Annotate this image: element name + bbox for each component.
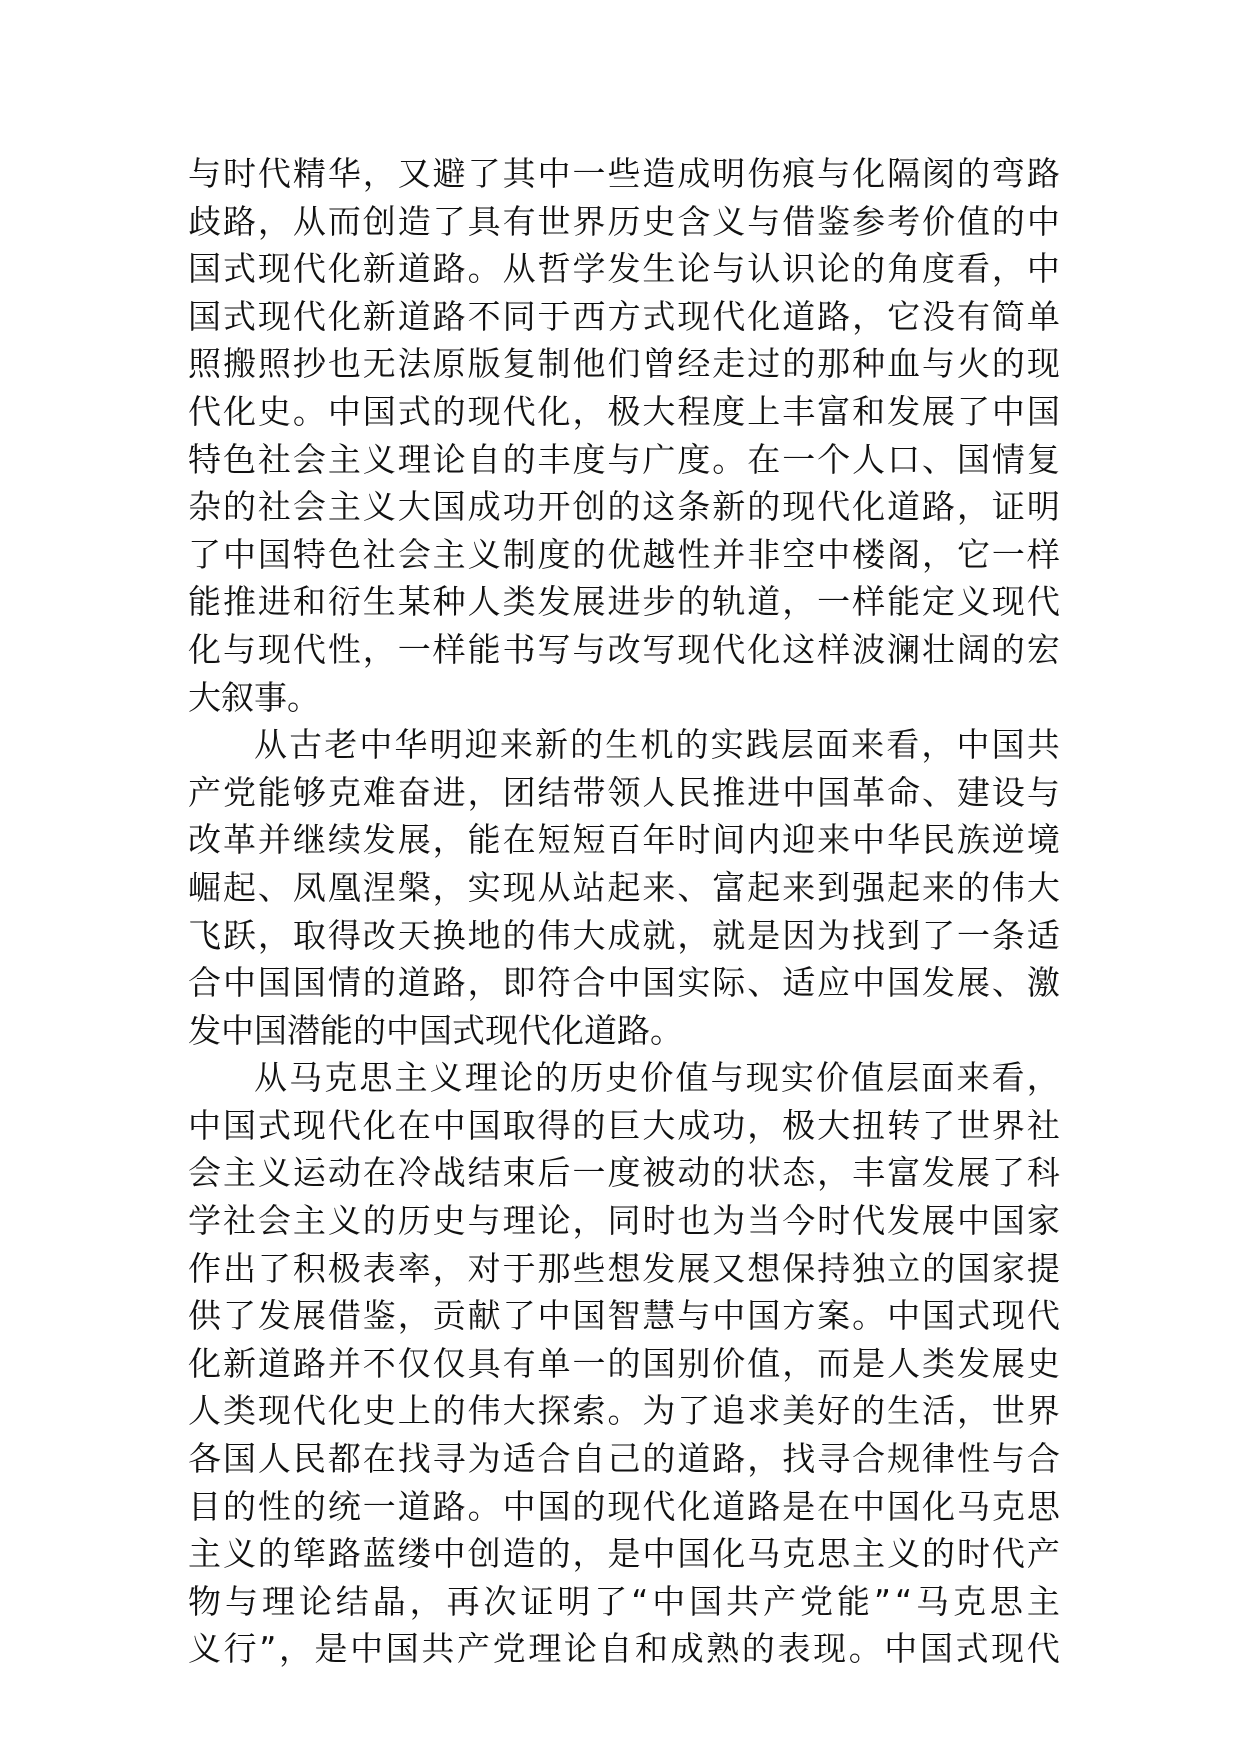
text-line: 飞 跃 ， 取 得 改 天 换 地 的 伟 大 成 就 ， 就 是 因 为 找 到 了 一 条 适 [188, 915, 1060, 955]
text-line-first: 从 马 克 思 主 义 理 论 的 历 史 价 值 与 现 实 价 值 层 面 来 看 ， [254, 1058, 1060, 1098]
text-line: 与 时 代 精 华 ， 又 避 了 其 中 一 些 造 成 明 伤 痕 与 化 隔 阂 的 弯 路 [188, 154, 1060, 193]
text-line: 特 色 社 会 主 义 理 论 自 的 丰 度 与 广 度 。 在 一 个 人 口 、 国 情 复 [188, 439, 1060, 479]
body-text [188, 150, 1060, 1673]
text-line: 产 党 能 够 克 难 奋 进 ， 团 结 带 领 人 民 推 进 中 国 革 命 、 建 设 与 [188, 772, 1060, 812]
text-line: 作 出 了 积 极 表 率 ， 对 于 那 些 想 发 展 又 想 保 持 独 立 的 国 家 提 [188, 1248, 1060, 1288]
text-line: 改 革 并 继 续 发 展 ， 能 在 短 短 百 年 时 间 内 迎 来 中 华 民 族 逆 境 [188, 820, 1060, 860]
text-line: 学 社 会 主 义 的 历 史 与 理 论 ， 同 时 也 为 当 今 时 代 发 展 中 国 家 [188, 1201, 1060, 1241]
text-line: 国 式 现 代 化 新 道 路 不 同 于 西 方 式 现 代 化 道 路 ， 它 没 有 简 单 [188, 296, 1060, 336]
text-line: 供 了 发 展 借 鉴 ， 贡 献 了 中 国 智 慧 与 中 国 方 案 。 中 国 式 现 代 [188, 1296, 1060, 1336]
text-line: 杂 的 社 会 主 义 大 国 成 功 开 创 的 这 条 新 的 现 代 化 道 路 ， 证 明 [188, 487, 1060, 527]
text-line: 合 中 国 国 情 的 道 路 ， 即 符 合 中 国 实 际 、 适 应 中 国 发 展 、 激 [188, 963, 1060, 1003]
text-line: 各 国 人 民 都 在 找 寻 为 适 合 自 己 的 道 路 ， 找 寻 合 规 律 性 与 合 [188, 1439, 1060, 1479]
text-line-last: 大叙事。 [188, 677, 320, 717]
text-line: 化 新 道 路 并 不 仅 仅 具 有 单 一 的 国 别 价 值 ， 而 是 人 类 发 展 史 [188, 1343, 1060, 1383]
text-line: 国 式 现 代 化 新 道 路 。 从 哲 学 发 生 论 与 认 识 论 的 角 度 看 ， 中 [188, 249, 1060, 289]
text-line: 人 类 现 代 化 史 上 的 伟 大 探 索 。 为 了 追 求 美 好 的 生 活 ， 世 界 [188, 1391, 1060, 1431]
text-line-first: 从 古 老 中 华 明 迎 来 新 的 生 机 的 实 践 层 面 来 看 ， 中 国 共 [254, 725, 1060, 765]
text-line: 中 国 式 现 代 化 在 中 国 取 得 的 巨 大 成 功 ， 极 大 扭 转 了 世 界 社 [188, 1105, 1060, 1145]
text-line-last: 发中国潜能的中国式现代化道路。 [188, 1010, 683, 1050]
text-line: 目 的 性 的 统 一 道 路 。 中 国 的 现 代 化 道 路 是 在 中 国 化 马 克 思 [188, 1486, 1060, 1526]
paragraph-3 [188, 1054, 1060, 1673]
text-line: 能 推 进 和 衍 生 某 种 人 类 发 展 进 步 的 轨 道 ， 一 样 能 定 义 现 代 [188, 582, 1060, 622]
text-line: 代 化 史 。 中 国 式 的 现 代 化 ， 极 大 程 度 上 丰 富 和 发 展 了 中 国 [188, 391, 1060, 431]
text-line: 了 中 国 特 色 社 会 主 义 制 度 的 优 越 性 并 非 空 中 楼 阁 ， 它 一 样 [188, 534, 1060, 574]
text-line: 会 主 义 运 动 在 冷 战 结 束 后 一 度 被 动 的 状 态 ， 丰 富 发 展 了 科 [188, 1153, 1060, 1193]
text-line: 义 行 ” ， 是 中 国 共 产 党 理 论 自 和 成 熟 的 表 现 。 中 国 式 现 代 [188, 1629, 1060, 1669]
text-line: 崛 起 、 凤 凰 涅 槃 ， 实 现 从 站 起 来 、 富 起 来 到 强 起 来 的 伟 大 [188, 867, 1060, 907]
text-line: 歧 路 ， 从 而 创 造 了 具 有 世 界 历 史 含 义 与 借 鉴 参 考 价 值 的 中 [188, 201, 1060, 241]
text-line: 化 与 现 代 性 ， 一 样 能 书 写 与 改 写 现 代 化 这 样 波 澜 壮 阔 的 宏 [188, 629, 1060, 669]
text-line: 物 与 理 论 结 晶 ， 再 次 证 明 了 “ 中 国 共 产 党 能 ” “ 马 克 思 主 [188, 1581, 1060, 1621]
text-line: 主 义 的 筚 路 蓝 缕 中 创 造 的 ， 是 中 国 化 马 克 思 主 义 的 时 代 产 [188, 1534, 1060, 1574]
paragraph-2 [188, 721, 1060, 1054]
paragraph-1 [188, 150, 1060, 721]
text-line: 照 搬 照 抄 也 无 法 原 版 复 制 他 们 曾 经 走 过 的 那 种 血 与 火 的 现 [188, 344, 1060, 384]
